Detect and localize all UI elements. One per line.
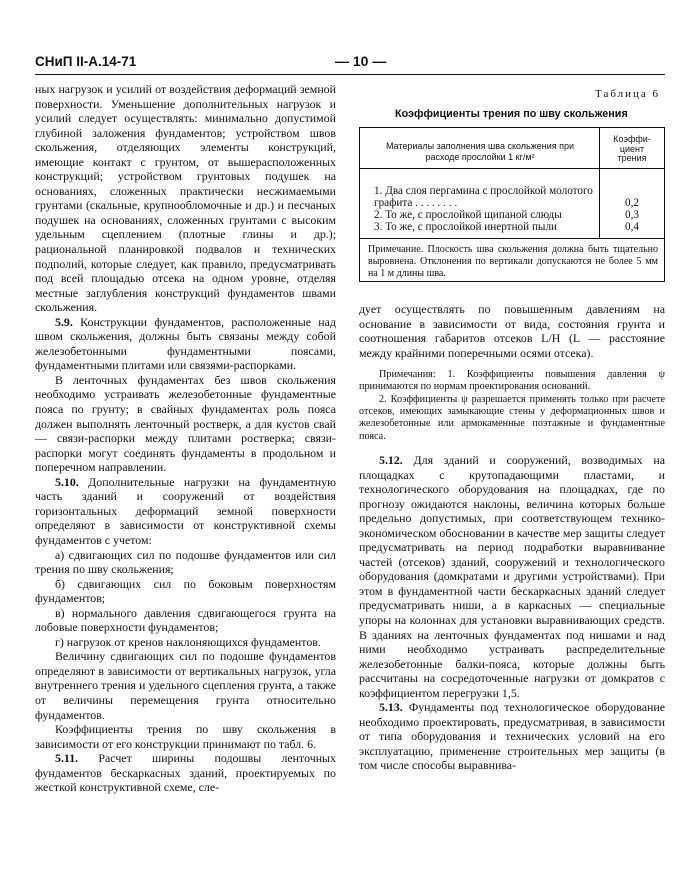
- list-item: в) нормального давления сдвигающегося грунта на лобовые поверхности фундаментов;: [35, 605, 336, 635]
- paragraph: дует осуществлять по повышенным давлениям на основание в зависимости от вида, состояния грунта и соотношения габаритов отсеков L/H (L — расстояние между крайними поперечными осями отсека).: [359, 302, 665, 360]
- paragraph: ных нагрузок и усилий от воздействия деформаций земной поверхности. Уменьшение дополнительных нагрузок и усилий следует осуществлять: минимально допустимой глубиной заложения фундаментов; устройством швов скольжения, отделяющих элементы конструкций, имеющие контакт с грунтом, от вышерасположенных конструкций; устройством грунтовых подушек на основаниях, сложенных практически несжимаемыми грунтами (скальные, крупнообломочные и др.) и песчаных подушек на основаниях, сложенных грунтами с высоким удельным сцеплением (плотные глины и др.); рациональной планировкой подвалов и технических подполий, которые следует, как правило, предусматривать под всей площадью отсека на одном уровне, отделяя местные заглубления конструкций фундаментов швами скольжения.: [35, 82, 336, 315]
- list-item: а) сдвигающих сил по подошве фундаментов или сил трения по шву скольжения;: [35, 547, 336, 577]
- clause-number: 5.9.: [55, 314, 73, 329]
- header-rule: [35, 74, 665, 75]
- document-code: СНиП II-А.14-71: [35, 54, 137, 69]
- table-row-value: 0,3: [625, 209, 639, 221]
- note: Примечания: 1. Коэффициенты повышения давления ψ принимаются по нормам проектирования оснований.: [359, 369, 665, 393]
- paragraph-5-13: [359, 700, 665, 773]
- table-row-material: 3. То же, с прослойкой инертной пыли: [374, 221, 558, 233]
- clause-number: 5.10.: [55, 474, 79, 489]
- clause-text: Фундаменты под технологическое оборудование необходимо проектировать, предусматривая, в зависимости от типа оборудования и технических условий на его эксплуатацию, применение строительных мер защиты (в том числе способы выравнива-: [359, 700, 665, 773]
- clause-text: Конструкции фундаментов, расположенные над швом скольжения, должны быть связаны между собой железобетонными фундаментными поясами, фундаментными плитами или связями-распорками.: [35, 314, 336, 373]
- list-item: г) нагрузок от кренов наклоняющихся фундаментов.: [55, 634, 321, 649]
- list-item: б) сдвигающих сил по боковым поверхностям фундаментов;: [35, 576, 336, 606]
- paragraph: Коэффициенты трения по шву скольжения в зависимости от его конструкции принимают по табл. 6.: [35, 722, 336, 751]
- table-label: Таблица 6: [595, 88, 661, 100]
- table-row-material: 2. То же, с прослойкой щипаной слюды: [374, 209, 562, 221]
- note: 2. Коэффициенты ψ разрешается применять только при расчете отсеков, имеющих замыкающие стены у деформационных швов и железобетонные или армокаменные поэтажные и фундаментные пояса.: [359, 393, 665, 442]
- table-header-material: Материалы заполнения шва скольжения при расходе прослойки 1 кг/м²: [385, 141, 575, 162]
- page-number: — 10 —: [335, 53, 387, 69]
- table-divider: [360, 168, 664, 169]
- table-divider: [360, 238, 664, 239]
- clause-number: 5.12.: [379, 452, 403, 467]
- clause-number: 5.11.: [55, 751, 79, 766]
- paragraph-5-11: [35, 751, 336, 795]
- friction-table: [359, 127, 665, 282]
- right-column: [359, 302, 665, 773]
- clause-text: Расчет ширины подошвы ленточных фундаментов бескаркасных зданий, проектируемых по жесткой конструктивной схеме, сле-: [35, 751, 336, 795]
- table-row-material: 1. Два слоя пергамина с прослойкой молотого графита . . . . . . . .: [374, 185, 593, 209]
- clause-text: Для зданий и сооружений, возводимых на площадках с крутопадающими пластами, и технологического оборудования на площадках, где по прогнозу ожидаются наклоны, величина которых больше предельно допустимых, при соответствующем технико-экономическом обосновании в качестве мер защиты следует предусматривать на период подработки выравнивание частей (отсеков) зданий, сооружений и технологического оборудования (домкратами и другими устройствами). При этом в фундаментной части бескаркасных зданий следует предусматривать ниши, а в каркасных — специальные упоры на колоннах для установки выравнивающих средств. В зданиях на ленточных фундаментах под нишами и над ними необходимо устраивать распределительные железобетонные балки-пояса, которые должны быть рассчитаны на сосредоточенные нагрузки от домкратов с коэффициентом перегрузки 1,5.: [359, 452, 665, 700]
- table-row-value: 0,2: [625, 197, 639, 209]
- paragraph: В ленточных фундаментах без швов скольжения необходимо устраивать железобетонные фундаментные пояса по грунту; в свайных фундаментах роль пояса должен выполнять ленточный ростверк, а для кустов свай — связи-распорки между плитами ростверка; связи-распорки могут соединять фундаменты в продольном и поперечном направлении.: [35, 372, 336, 475]
- table-note: Примечание. Плоскость шва скольжения должна быть тщательно выровнена. Отклонения по вертикали допускаются не более 5 мм на 1 м длины шва.: [368, 244, 658, 279]
- table-title: Коэффициенты трения по шву скольжения: [395, 108, 628, 120]
- paragraph-5-9: [35, 315, 336, 373]
- clause-text: Дополнительные нагрузки на фундаментную часть зданий и сооружений от воздействия горизонтальных деформаций земной поверхности определяют в зависимости от конструктивной схемы фундаментов с учетом:: [35, 474, 336, 547]
- paragraph-5-12: [359, 453, 665, 700]
- page-header: [35, 54, 665, 72]
- paragraph-5-10: [35, 475, 336, 548]
- table-row-value: 0,4: [625, 221, 639, 233]
- left-column: [35, 82, 336, 795]
- paragraph: Величину сдвигающих сил по подошве фундаментов определяют в зависимости от вертикальных нагрузок, угла внутреннего трения и удельного сцепления грунта, а также от величины перемещения грунта относительно фундаментов.: [35, 649, 336, 722]
- table-header-coefficient: Коэффи- циент трения: [613, 134, 651, 163]
- clause-number: 5.13.: [379, 700, 403, 715]
